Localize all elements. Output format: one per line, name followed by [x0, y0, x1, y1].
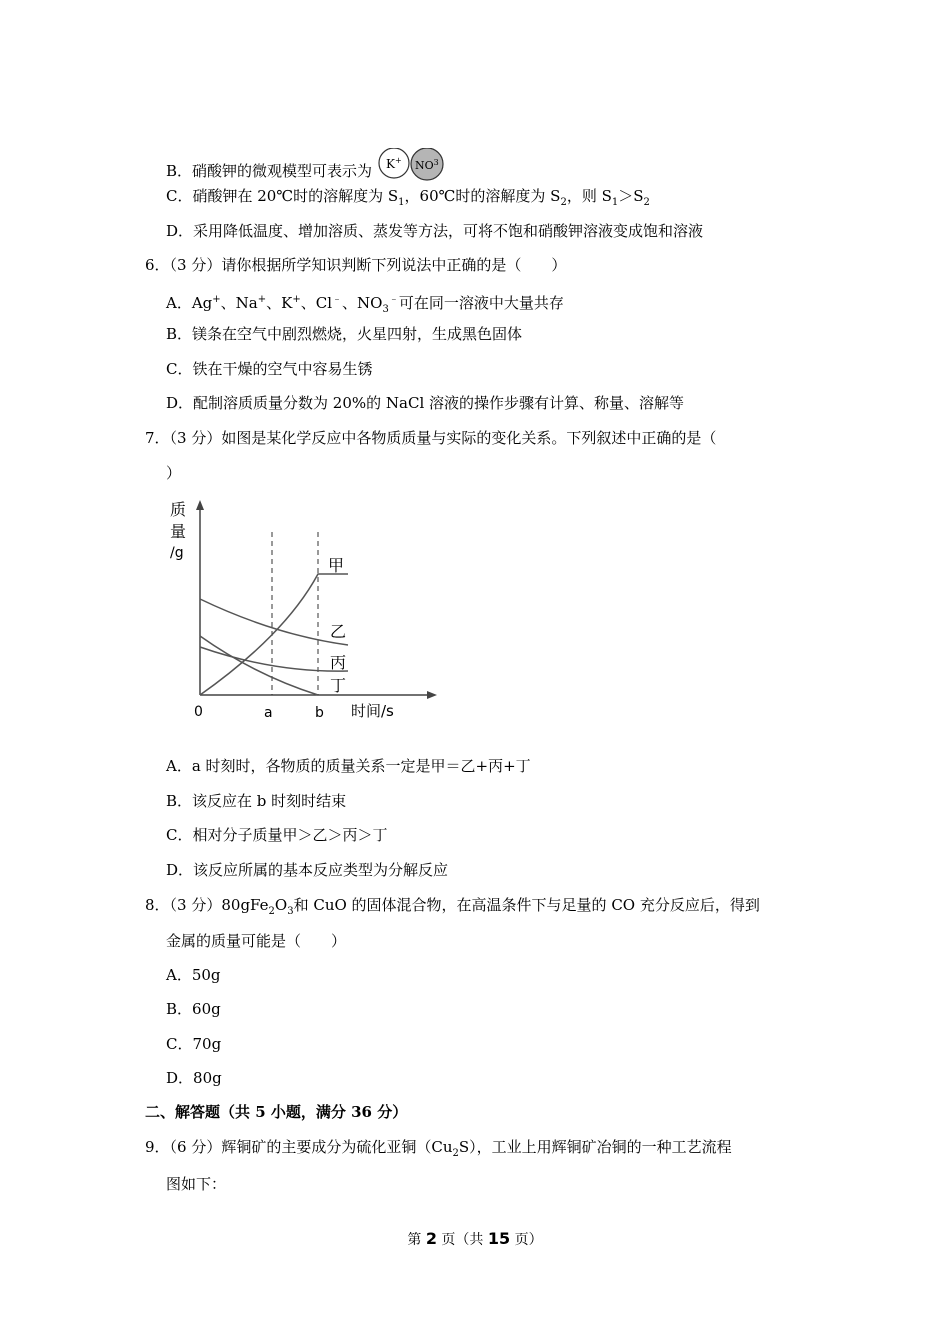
q8-option-a: A．50g [166, 966, 221, 984]
q6-stem: 6．（3 分）请你根据所学知识判断下列说法中正确的是（ ） [145, 256, 567, 274]
y-label-1: 质 [170, 500, 187, 519]
q7-option-a: A．a 时刻时，各物质的质量关系一定是甲＝乙+丙+丁 [166, 757, 531, 775]
y-axis-arrow [196, 500, 204, 510]
svg-text:K+: K+ [385, 156, 402, 171]
legend-ding: 丁 [330, 676, 347, 695]
y-unit: /g [170, 545, 184, 561]
tick-a-label: a [264, 705, 273, 721]
q5-option-b: B．硝酸钾的微观模型可表示为 K+ $NO^3$ [166, 148, 447, 182]
q7-stem-cont: ） [166, 464, 182, 482]
q8-stem: 8．（3 分）$80gFe_2O_3$和 CuO 的固体混合物，在高温条件下与足量的 CO 充分反应后，得到 [145, 896, 760, 917]
q8-option-b: B．60g [166, 1000, 221, 1018]
q6-option-a: A．Ag+、Na+、K+、Cl﹣、$NO_3^﹣$可在同一溶液中大量共存 [166, 294, 564, 315]
q7-option-c: C．相对分子质量甲＞乙＞丙＞丁 [166, 826, 388, 844]
curve-ding [200, 636, 318, 695]
y-label-2: 量 [170, 522, 187, 541]
q6-option-c: C．铁在干燥的空气中容易生锈 [166, 360, 373, 378]
q7-option-d: D．该反应所属的基本反应类型为分解反应 [166, 861, 449, 879]
origin-label: 0 [194, 704, 203, 720]
section-heading: 二、解答题（共 5 小题，满分 36 分） [145, 1103, 408, 1121]
q5-option-c: C．硝酸钾在 20℃时的溶解度为 $S_1$，60℃时的溶解度为 $S_2$，则 $S_1>S_2$ [166, 187, 650, 208]
potassium-nitrate-model [377, 148, 447, 182]
curve-jia [200, 574, 348, 695]
q7-stem: 7．（3 分）如图是某化学反应中各物质质量与实际的变化关系。下列叙述中正确的是（ [145, 429, 717, 447]
q5-option-d: D．采用降低温度、增加溶质、蒸发等方法，可将不饱和硝酸钾溶液变成饱和溶液 [166, 222, 704, 240]
q8-stem-cont: 金属的质量可能是（ ） [166, 932, 347, 950]
q8-option-d: D．80g [166, 1069, 222, 1087]
legend-bing: 丙 [330, 653, 347, 672]
x-axis-label: 时间/s [351, 702, 394, 720]
q9-stem: 9．（6 分）辉铜矿的主要成分为硫化亚铜$(Cu_2S)$，工业上用辉铜矿冶铜的一种工艺流程 [145, 1138, 732, 1159]
q8-option-c: C．70g [166, 1035, 222, 1053]
q6-option-d: D．配制溶质质量分数为 20%的 NaCl 溶液的操作步骤有计算、称量、溶解等 [166, 394, 685, 412]
q9-stem-cont: 图如下： [166, 1175, 227, 1193]
svg-text:NO3: $NO^3$ [414, 158, 439, 172]
x-axis-arrow [427, 691, 437, 699]
legend-jia: 甲 [328, 556, 345, 575]
tick-b-label: b [315, 705, 324, 721]
q7-option-b: B．该反应在 b 时刻时结束 [166, 792, 347, 810]
legend-yi: 乙 [330, 622, 347, 641]
q6-option-b: B．镁条在空气中剧烈燃烧，火星四射，生成黑色固体 [166, 325, 523, 343]
mass-time-graph [165, 495, 445, 725]
page-footer: 第 2 页（共 15 页） [407, 1229, 543, 1248]
curve-yi [200, 599, 348, 645]
